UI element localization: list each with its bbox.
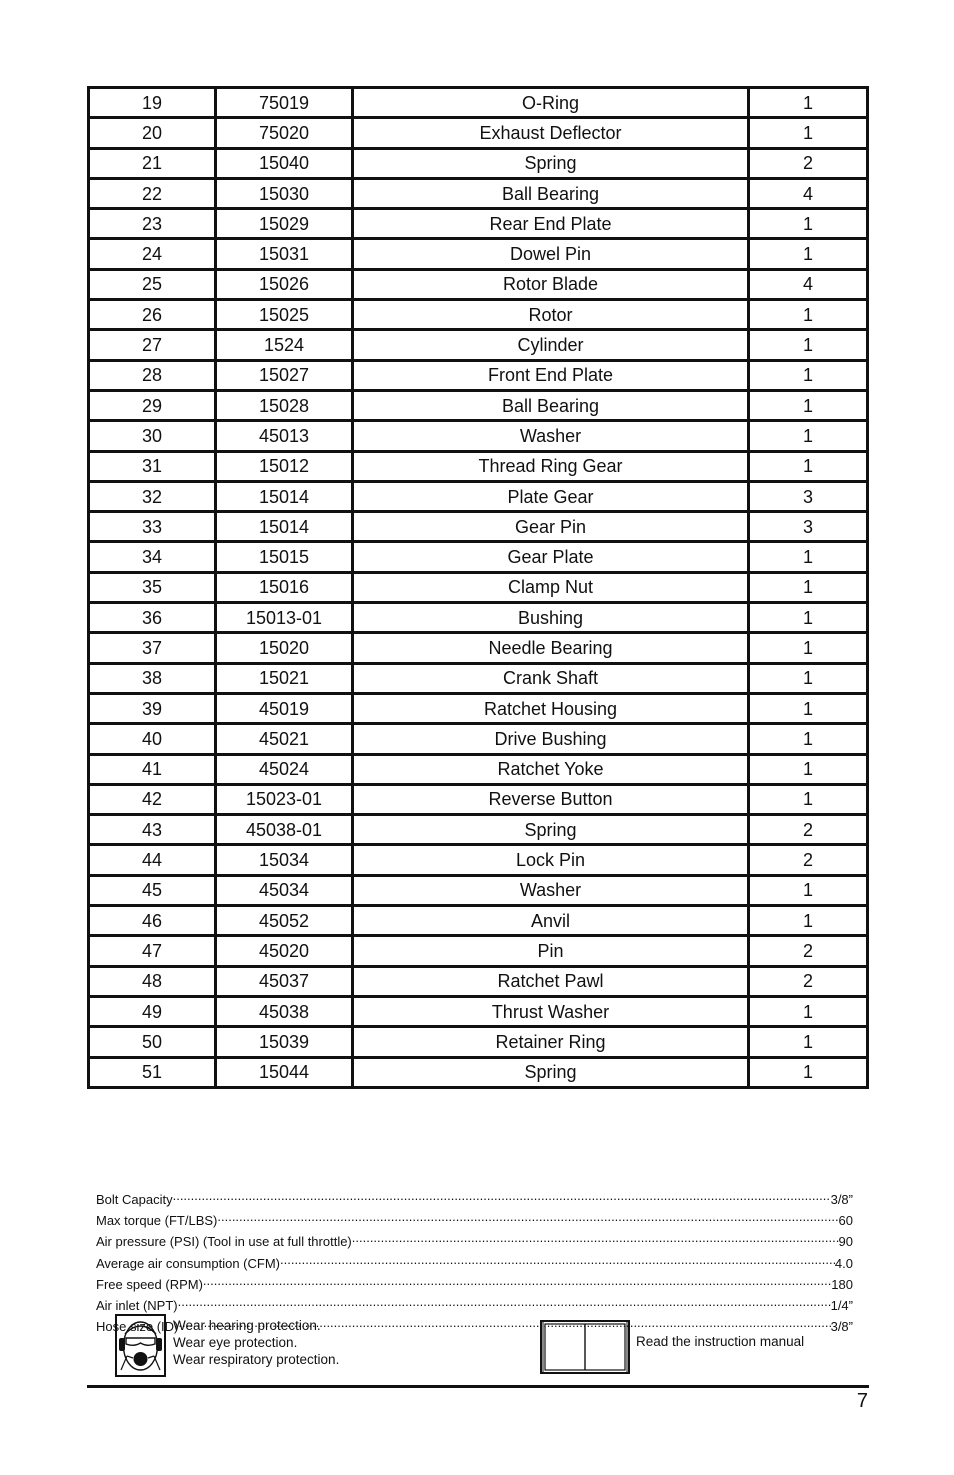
part-number-cell: 15013-01 bbox=[216, 603, 353, 633]
description-cell: Thread Ring Gear bbox=[353, 451, 749, 481]
quantity-cell: 1 bbox=[749, 300, 868, 330]
quantity-cell: 1 bbox=[749, 663, 868, 693]
table-row bbox=[89, 815, 868, 845]
ref-number-cell: 22 bbox=[89, 178, 216, 208]
spec-label: Air pressure (PSI) (Tool in use at full throttle) bbox=[96, 1234, 352, 1250]
table-row bbox=[89, 875, 868, 905]
table-row bbox=[89, 451, 868, 481]
description-cell: Drive Bushing bbox=[353, 724, 749, 754]
manual-instruction-text: Read the instruction manual bbox=[636, 1334, 805, 1349]
instruction-manual-book-icon bbox=[540, 1320, 630, 1374]
table-row bbox=[89, 784, 868, 814]
ref-number-cell: 44 bbox=[89, 845, 216, 875]
safety-line-respiratory: Wear respiratory protection. bbox=[173, 1352, 340, 1367]
quantity-cell: 3 bbox=[749, 481, 868, 511]
part-number-cell: 1524 bbox=[216, 330, 353, 360]
quantity-cell: 1 bbox=[749, 633, 868, 663]
quantity-cell: 3 bbox=[749, 512, 868, 542]
quantity-cell: 1 bbox=[749, 996, 868, 1026]
table-row bbox=[89, 421, 868, 451]
table-row bbox=[89, 906, 868, 936]
table-row bbox=[89, 481, 868, 511]
quantity-cell: 1 bbox=[749, 603, 868, 633]
table-row bbox=[89, 936, 868, 966]
part-number-cell: 45021 bbox=[216, 724, 353, 754]
ref-number-cell: 47 bbox=[89, 936, 216, 966]
ref-number-cell: 40 bbox=[89, 724, 216, 754]
description-cell: Bushing bbox=[353, 603, 749, 633]
description-cell: Thrust Washer bbox=[353, 996, 749, 1026]
quantity-cell: 2 bbox=[749, 148, 868, 178]
ref-number-cell: 49 bbox=[89, 996, 216, 1026]
part-number-cell: 15014 bbox=[216, 512, 353, 542]
quantity-cell: 1 bbox=[749, 754, 868, 784]
table-row bbox=[89, 966, 868, 996]
part-number-cell: 15030 bbox=[216, 178, 353, 208]
table-row bbox=[89, 542, 868, 572]
specifications-list bbox=[96, 1187, 853, 1335]
quantity-cell: 1 bbox=[749, 421, 868, 451]
table-row bbox=[89, 269, 868, 299]
quantity-cell: 2 bbox=[749, 815, 868, 845]
quantity-cell: 1 bbox=[749, 784, 868, 814]
ref-number-cell: 30 bbox=[89, 421, 216, 451]
table-row bbox=[89, 148, 868, 178]
table-row bbox=[89, 663, 868, 693]
description-cell: Rotor bbox=[353, 300, 749, 330]
part-number-cell: 15026 bbox=[216, 269, 353, 299]
part-number-cell: 45020 bbox=[216, 936, 353, 966]
table-row bbox=[89, 300, 868, 330]
part-number-cell: 15040 bbox=[216, 148, 353, 178]
description-cell: Rotor Blade bbox=[353, 269, 749, 299]
spec-label: Free speed (RPM) bbox=[96, 1276, 203, 1292]
description-cell: Pin bbox=[353, 936, 749, 966]
spec-dot-leader bbox=[173, 1187, 831, 1204]
part-number-cell: 15044 bbox=[216, 1057, 353, 1087]
part-number-cell: 15034 bbox=[216, 845, 353, 875]
table-row bbox=[89, 239, 868, 269]
ref-number-cell: 43 bbox=[89, 815, 216, 845]
table-row bbox=[89, 178, 868, 208]
ref-number-cell: 48 bbox=[89, 966, 216, 996]
quantity-cell: 1 bbox=[749, 572, 868, 602]
quantity-cell: 2 bbox=[749, 936, 868, 966]
ref-number-cell: 41 bbox=[89, 754, 216, 784]
description-cell: O-Ring bbox=[353, 88, 749, 118]
safety-line-eye: Wear eye protection. bbox=[173, 1335, 298, 1350]
quantity-cell: 1 bbox=[749, 390, 868, 420]
part-number-cell: 15021 bbox=[216, 663, 353, 693]
part-number-cell: 15020 bbox=[216, 633, 353, 663]
description-cell: Reverse Button bbox=[353, 784, 749, 814]
ref-number-cell: 29 bbox=[89, 390, 216, 420]
table-row bbox=[89, 996, 868, 1026]
quantity-cell: 2 bbox=[749, 966, 868, 996]
description-cell: Spring bbox=[353, 148, 749, 178]
description-cell: Anvil bbox=[353, 906, 749, 936]
parts-table-body bbox=[89, 88, 868, 1088]
part-number-cell: 45038 bbox=[216, 996, 353, 1026]
table-row bbox=[89, 754, 868, 784]
spec-value: 1/4” bbox=[830, 1298, 853, 1314]
ref-number-cell: 31 bbox=[89, 451, 216, 481]
part-number-cell: 45037 bbox=[216, 966, 353, 996]
spec-label: Air inlet (NPT) bbox=[96, 1298, 178, 1314]
ref-number-cell: 20 bbox=[89, 118, 216, 148]
spec-row bbox=[96, 1208, 853, 1229]
description-cell: Washer bbox=[353, 875, 749, 905]
ref-number-cell: 51 bbox=[89, 1057, 216, 1087]
quantity-cell: 1 bbox=[749, 118, 868, 148]
table-row bbox=[89, 330, 868, 360]
quantity-cell: 4 bbox=[749, 269, 868, 299]
table-row bbox=[89, 603, 868, 633]
spec-label: Max torque (FT/LBS) bbox=[96, 1213, 218, 1229]
description-cell: Rear End Plate bbox=[353, 209, 749, 239]
description-cell: Gear Pin bbox=[353, 512, 749, 542]
quantity-cell: 1 bbox=[749, 209, 868, 239]
description-cell: Spring bbox=[353, 815, 749, 845]
part-number-cell: 15016 bbox=[216, 572, 353, 602]
ref-number-cell: 19 bbox=[89, 88, 216, 118]
table-row bbox=[89, 633, 868, 663]
quantity-cell: 1 bbox=[749, 906, 868, 936]
ref-number-cell: 39 bbox=[89, 693, 216, 723]
quantity-cell: 1 bbox=[749, 1027, 868, 1057]
description-cell: Clamp Nut bbox=[353, 572, 749, 602]
ref-number-cell: 32 bbox=[89, 481, 216, 511]
part-number-cell: 15025 bbox=[216, 300, 353, 330]
description-cell: Dowel Pin bbox=[353, 239, 749, 269]
ref-number-cell: 46 bbox=[89, 906, 216, 936]
footer-divider bbox=[87, 1385, 869, 1388]
ref-number-cell: 35 bbox=[89, 572, 216, 602]
table-row bbox=[89, 360, 868, 390]
safety-instructions bbox=[173, 1317, 339, 1368]
description-cell: Ratchet Pawl bbox=[353, 966, 749, 996]
spec-row bbox=[96, 1251, 853, 1272]
part-number-cell: 15014 bbox=[216, 481, 353, 511]
quantity-cell: 1 bbox=[749, 88, 868, 118]
part-number-cell: 75020 bbox=[216, 118, 353, 148]
spec-value: 3/8” bbox=[830, 1192, 853, 1207]
table-row bbox=[89, 1027, 868, 1057]
description-cell: Ratchet Housing bbox=[353, 693, 749, 723]
ref-number-cell: 37 bbox=[89, 633, 216, 663]
part-number-cell: 45052 bbox=[216, 906, 353, 936]
parts-table bbox=[87, 86, 869, 1089]
ref-number-cell: 42 bbox=[89, 784, 216, 814]
ref-number-cell: 34 bbox=[89, 542, 216, 572]
description-cell: Washer bbox=[353, 421, 749, 451]
spec-dot-leader bbox=[352, 1229, 839, 1246]
description-cell: Ball Bearing bbox=[353, 178, 749, 208]
table-row bbox=[89, 118, 868, 148]
description-cell: Cylinder bbox=[353, 330, 749, 360]
quantity-cell: 1 bbox=[749, 1057, 868, 1087]
spec-label: Hose size (ID) bbox=[96, 1319, 179, 1335]
safety-gear-face-icon bbox=[115, 1314, 166, 1377]
ref-number-cell: 38 bbox=[89, 663, 216, 693]
page-number: 7 bbox=[856, 1390, 868, 1412]
spec-label: Bolt Capacity bbox=[96, 1192, 173, 1207]
part-number-cell: 15012 bbox=[216, 451, 353, 481]
quantity-cell: 1 bbox=[749, 875, 868, 905]
ref-number-cell: 21 bbox=[89, 148, 216, 178]
description-cell: Front End Plate bbox=[353, 360, 749, 390]
ref-number-cell: 24 bbox=[89, 239, 216, 269]
spec-value: 180 bbox=[831, 1276, 853, 1292]
spec-value: 3/8” bbox=[830, 1319, 853, 1335]
part-number-cell: 45013 bbox=[216, 421, 353, 451]
spec-dot-leader bbox=[280, 1251, 835, 1268]
description-cell: Retainer Ring bbox=[353, 1027, 749, 1057]
description-cell: Lock Pin bbox=[353, 845, 749, 875]
spec-dot-leader bbox=[217, 1208, 838, 1225]
table-row bbox=[89, 209, 868, 239]
part-number-cell: 15023-01 bbox=[216, 784, 353, 814]
part-number-cell: 45038-01 bbox=[216, 815, 353, 845]
quantity-cell: 1 bbox=[749, 451, 868, 481]
quantity-cell: 1 bbox=[749, 542, 868, 572]
part-number-cell: 15015 bbox=[216, 542, 353, 572]
description-cell: Spring bbox=[353, 1057, 749, 1087]
ref-number-cell: 27 bbox=[89, 330, 216, 360]
quantity-cell: 1 bbox=[749, 239, 868, 269]
spec-value: 90 bbox=[838, 1234, 853, 1250]
spec-label: Average air consumption (CFM) bbox=[96, 1255, 280, 1271]
quantity-cell: 1 bbox=[749, 724, 868, 754]
part-number-cell: 45024 bbox=[216, 754, 353, 784]
table-row bbox=[89, 88, 868, 118]
ref-number-cell: 36 bbox=[89, 603, 216, 633]
spec-row bbox=[96, 1293, 853, 1314]
part-number-cell: 15029 bbox=[216, 209, 353, 239]
description-cell: Plate Gear bbox=[353, 481, 749, 511]
description-cell: Crank Shaft bbox=[353, 663, 749, 693]
spec-dot-leader bbox=[178, 1293, 831, 1310]
ref-number-cell: 26 bbox=[89, 300, 216, 330]
spec-value: 4.0 bbox=[834, 1255, 853, 1271]
ref-number-cell: 28 bbox=[89, 360, 216, 390]
quantity-cell: 1 bbox=[749, 693, 868, 723]
quantity-cell: 4 bbox=[749, 178, 868, 208]
table-row bbox=[89, 693, 868, 723]
part-number-cell: 45019 bbox=[216, 693, 353, 723]
part-number-cell: 45034 bbox=[216, 875, 353, 905]
spec-row bbox=[96, 1229, 853, 1250]
ref-number-cell: 25 bbox=[89, 269, 216, 299]
part-number-cell: 15031 bbox=[216, 239, 353, 269]
quantity-cell: 1 bbox=[749, 330, 868, 360]
description-cell: Exhaust Deflector bbox=[353, 118, 749, 148]
ref-number-cell: 45 bbox=[89, 875, 216, 905]
description-cell: Ball Bearing bbox=[353, 390, 749, 420]
spec-value: 60 bbox=[838, 1213, 853, 1229]
part-number-cell: 15039 bbox=[216, 1027, 353, 1057]
table-row bbox=[89, 845, 868, 875]
table-row bbox=[89, 512, 868, 542]
description-cell: Ratchet Yoke bbox=[353, 754, 749, 784]
part-number-cell: 15028 bbox=[216, 390, 353, 420]
table-row bbox=[89, 724, 868, 754]
quantity-cell: 2 bbox=[749, 845, 868, 875]
description-cell: Gear Plate bbox=[353, 542, 749, 572]
ref-number-cell: 33 bbox=[89, 512, 216, 542]
table-row bbox=[89, 572, 868, 602]
description-cell: Needle Bearing bbox=[353, 633, 749, 663]
part-number-cell: 15027 bbox=[216, 360, 353, 390]
table-row bbox=[89, 1057, 868, 1087]
ref-number-cell: 50 bbox=[89, 1027, 216, 1057]
ref-number-cell: 23 bbox=[89, 209, 216, 239]
quantity-cell: 1 bbox=[749, 360, 868, 390]
part-number-cell: 75019 bbox=[216, 88, 353, 118]
table-row bbox=[89, 390, 868, 420]
spec-row bbox=[96, 1187, 853, 1208]
spec-row bbox=[96, 1272, 853, 1293]
spec-dot-leader bbox=[203, 1272, 831, 1289]
safety-line-hearing: Wear hearing protection. bbox=[173, 1318, 321, 1333]
